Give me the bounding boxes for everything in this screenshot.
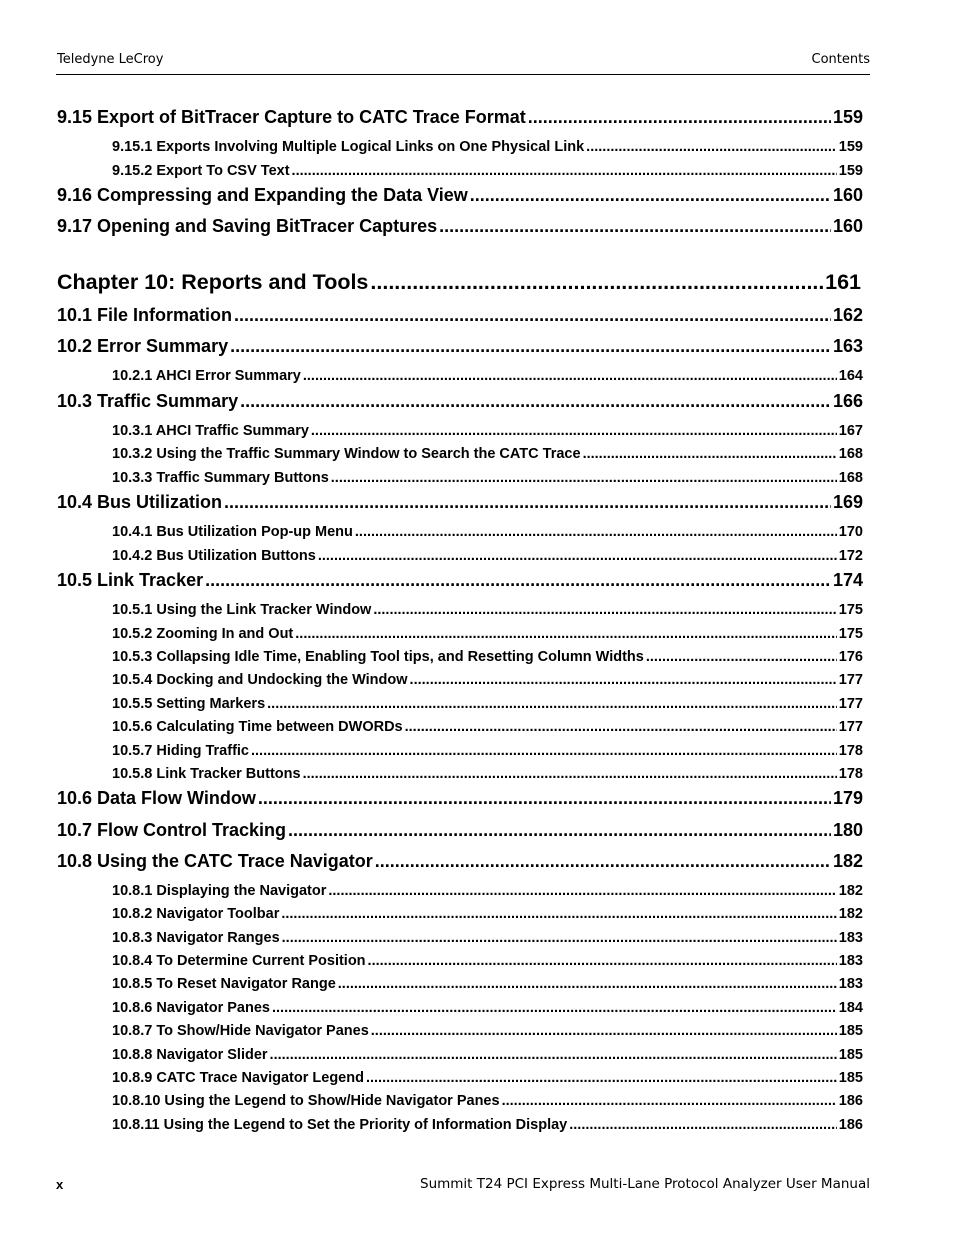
toc-entry[interactable]: 10.8.2 Navigator Toolbar ..... 182: [112, 906, 863, 922]
toc-entry[interactable]: 9.15 Export of BitTracer Capture to CATC Trace Format ..... 159: [57, 107, 863, 128]
toc-entry[interactable]: 10.1 File Information ..... 162: [57, 305, 863, 326]
toc-entry[interactable]: 10.5.1 Using the Link Tracker Window ..... 175: [112, 602, 863, 618]
toc-entry[interactable]: 10.2 Error Summary ..... 163: [57, 336, 863, 357]
toc-entry[interactable]: 9.15.1 Exports Involving Multiple Logical Links on One Physical Link ..... 159: [112, 139, 863, 155]
toc-entry[interactable]: 10.8.4 To Determine Current Position ..... 183: [112, 953, 863, 969]
toc-entry[interactable]: 10.5 Link Tracker ..... 174: [57, 570, 863, 591]
toc-entry[interactable]: 10.5.2 Zooming In and Out ..... 175: [112, 626, 863, 642]
footer-page-number: x: [56, 1177, 64, 1192]
toc-entry[interactable]: 9.17 Opening and Saving BitTracer Captures ..... 160: [57, 216, 863, 237]
toc-entry[interactable]: 10.8.5 To Reset Navigator Range ..... 183: [112, 976, 863, 992]
toc-entry[interactable]: 10.4.1 Bus Utilization Pop-up Menu ..... 170: [112, 524, 863, 540]
toc-entry[interactable]: 10.5.3 Collapsing Idle Time, Enabling Tool tips, and Resetting Column Widths ..... 176: [112, 649, 863, 665]
toc-entry[interactable]: 10.8.7 To Show/Hide Navigator Panes ..... 185: [112, 1023, 863, 1039]
toc-entry[interactable]: 10.4.2 Bus Utilization Buttons ..... 172: [112, 548, 863, 564]
toc-entry[interactable]: 10.8.10 Using the Legend to Show/Hide Navigator Panes ..... 186: [112, 1093, 863, 1109]
toc-entry[interactable]: 10.3 Traffic Summary ..... 166: [57, 391, 863, 412]
toc-entry[interactable]: 10.4 Bus Utilization ..... 169: [57, 492, 863, 513]
toc-entry[interactable]: 10.7 Flow Control Tracking ..... 180: [57, 820, 863, 841]
toc-entry[interactable]: 10.8.9 CATC Trace Navigator Legend ..... 185: [112, 1070, 863, 1086]
toc-entry[interactable]: 10.2.1 AHCI Error Summary ..... 164: [112, 368, 863, 384]
toc-entry[interactable]: 10.5.6 Calculating Time between DWORDs ..... 177: [112, 719, 863, 735]
toc-entry[interactable]: 9.16 Compressing and Expanding the Data View ..... 160: [57, 185, 863, 206]
toc-entry[interactable]: 10.5.8 Link Tracker Buttons ..... 178: [112, 766, 863, 782]
toc-entry[interactable]: 10.8.1 Displaying the Navigator ..... 182: [112, 883, 863, 899]
toc-entry[interactable]: 10.3.1 AHCI Traffic Summary ..... 167: [112, 423, 863, 439]
toc-entry[interactable]: 10.8.11 Using the Legend to Set the Priority of Information Display ..... 186: [112, 1117, 863, 1133]
header-rule: [56, 74, 870, 75]
toc-entry[interactable]: 10.6 Data Flow Window ..... 179: [57, 788, 863, 809]
toc-entry[interactable]: 10.8.8 Navigator Slider ..... 185: [112, 1047, 863, 1063]
toc-entry[interactable]: 10.3.2 Using the Traffic Summary Window to Search the CATC Trace ..... 168: [112, 446, 863, 462]
toc-chapter-entry[interactable]: Chapter 10: Reports and Tools ..... 161: [57, 270, 861, 295]
toc-entry[interactable]: 10.8.6 Navigator Panes ..... 184: [112, 1000, 863, 1016]
toc-entry[interactable]: 10.5.4 Docking and Undocking the Window ..... 177: [112, 672, 863, 688]
toc-entry[interactable]: 10.8.3 Navigator Ranges ..... 183: [112, 930, 863, 946]
toc-entry[interactable]: 9.15.2 Export To CSV Text ..... 159: [112, 163, 863, 179]
toc-entry[interactable]: 10.5.7 Hiding Traffic ..... 178: [112, 743, 863, 759]
toc-entry[interactable]: 10.8 Using the CATC Trace Navigator ..... 182: [57, 851, 863, 872]
header-left: Teledyne LeCroy: [57, 52, 164, 67]
toc-entry[interactable]: 10.3.3 Traffic Summary Buttons ..... 168: [112, 470, 863, 486]
footer-manual-title: Summit T24 PCI Express Multi-Lane Protocol Analyzer User Manual: [420, 1176, 870, 1192]
header-right: Contents: [811, 52, 870, 67]
toc-entry[interactable]: 10.5.5 Setting Markers ..... 177: [112, 696, 863, 712]
